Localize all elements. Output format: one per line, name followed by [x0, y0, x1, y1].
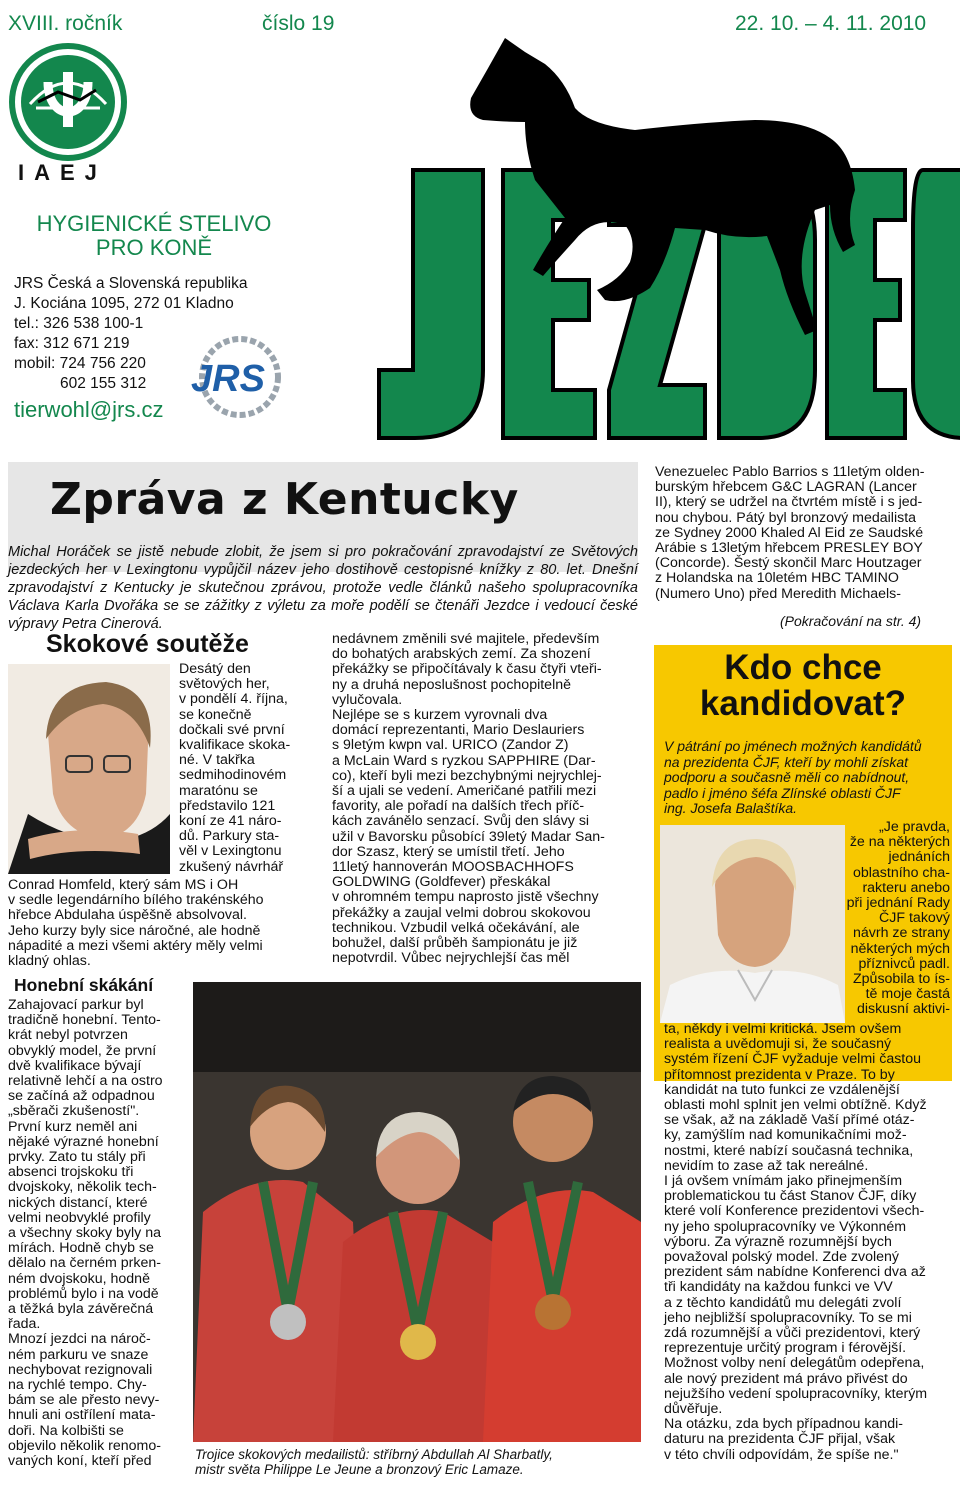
- ad-line: mobil: 724 756 220: [14, 355, 146, 372]
- jrs-logo: [185, 335, 285, 420]
- section-heading: Skokové soutěže: [46, 630, 249, 658]
- ad-title: HYGIENICKÉ STELIVO PRO KONĚ: [36, 211, 272, 260]
- article-lead: Michal Horáček se jistě nebude zlobit, že jsem si pro pokračování zpravodajství ze Světových jezdeckých her v Lexingtonu vypůjčil název jeho dostihově cestopisné knížky z 80. let. Dnešní zpravodajství z Kentucky je skutečnou zprávou, protože vedle článků našeho spolupracovníka Václava Karla Dvořáka se se zážitky z výletu za moře podělí se čtenáři Jezdce i vedoucí české výpravy Petra Cinerová.: [8, 544, 638, 632]
- issue-label: číslo 19: [262, 12, 335, 35]
- iaej-text: IAEJ: [18, 160, 107, 185]
- ad-line: JRS Česká a Slovenská republika: [14, 275, 248, 292]
- date-range: 22. 10. – 4. 11. 2010: [735, 12, 927, 35]
- photo-caption: Trojice skokových medailistů: stříbrný Abdullah Al Sharbatly, mistr světa Philippe Le Jeune a bronzový Eric Lamaze.: [195, 1447, 553, 1477]
- continued-note: (Pokračování na str. 4): [780, 613, 922, 629]
- medalists-photo: [193, 982, 641, 1442]
- sidebar-quote: ta, někdy i velmi kritická. Jsem ovšem realista a uvědomuji si, že současný systém řízení ČJF vyžaduje velmi častou přítomnost prezidenta v Praze. To by kandidát na tuto funkci ze vzdálenější oblasti mohl splnit jen velmi obtížně. Když se však, až na základě Vaší přímé otáz- ky, zamýšlím nad komunikačními mož- nostmi, které nabízí současná technika, nevidím to zase až tak nereálné. I já ovšem vnímám jako přinejmenším problematickou tu část Stanov ČJF, díky které volí Konference prezidentovi všech- ny jeho spolupracovníky ve Výkonném výboru. Za výrazně rozumnější bych považoval polský model. Zde zvolený prezident sám nabídne Konferenci dva až tři kandidáty na každou funkci ve VV a z těchto kandidátů mu delegáti zvolí jeho nejbližší spolupracovníky. To se mi zdá rozumnější a vůči prezidentovi, který reprezentuje určitý program i férovější. Možnost volby není delegátům odepřena, ale nový prezident má právo přivést do nejužšího vedení spolupracovníky, kterým důvěřuje. Na otázku, zda bych případnou kandi- daturu na prezidenta ČJF přijal, však v této chvíli odpovídám, že spíše ne.": [664, 1021, 928, 1463]
- sidebar-intro: V pátrání po jménech možných kandidátů na prezidenta ČJF, kteří by mohli získat podporu a současně měli co nabídnout, padlo i jméno šéfa Zlínské oblasti ČJF ing. Josefa Balaštíka.: [664, 738, 922, 817]
- portrait-photo: [8, 664, 170, 874]
- article-text: nedávnem změnili své majitele, především do bohatých arabských zemí. Za shození překážky se připočítávaly k času čtyři vteři- ny a druhá neposlušnost pochopitelně vylučovala. Nejlépe se s kurzem vyrovnali dva domácí reprezentanti, Mario Deslauriers s 9letým kwpn val. URICO (Zandor Z) a McLain Ward s ryzkou SAPPHIRE (Dar- co), kteří byli mezi bezchybnými nejrychlej- ší a ujali se vedení. Američané patřili mezi favority, ale pořadí na dalších třech příč- kách zavánělo senzací. Svůj den slávy si užil v Bavorsku působící 39letý Madar San- dor Szasz, který se umístil třetí. Jeho 11letý hannoverán MOOSBACHHOFS GOLDWING (Goldfever) přeskákal v ohromném tempu naprosto jistě všechny překážky a zaujal velmi dobrou skokovou technikou. Vzbudil velká očekávání, ale bohužel, další průběh šampionátu je již nepotvrdil. Vůbec nejrychlejší čas měl: [332, 631, 605, 967]
- ad-line: 602 155 312: [60, 375, 147, 392]
- svg-text:JRS: JRS: [191, 358, 265, 400]
- volume-label: XVIII. ročník: [8, 12, 123, 35]
- sidebar-title: Kdo chce kandidovat?: [699, 648, 907, 723]
- ad-line: J. Kociána 1095, 272 01 Kladno: [14, 295, 234, 312]
- iaej-logo: [8, 42, 128, 162]
- article-headline: Zpráva z Kentucky: [50, 474, 519, 525]
- article-text: Desátý den světových her, v pondělí 4. října, se konečně dočkali své první kvalifikace skoka- né. V takřka sedmihodinovém maratónu se představilo 121 koní ze 41 náro- dů. Parkury sta- věl v Lexingtonu zkušený návrhář: [179, 661, 291, 875]
- article-text: Conrad Homfeld, který sám MS i OH v sedle legendárního bílého trakénského hřebce Abdulaha úspěšně absolvoval. Jeho kurzy byly sice náročné, ale hodně nápadité a mezi všemi aktéry měly velmi kladný ohlas.: [8, 877, 264, 970]
- ad-email-link[interactable]: tierwohl@jrs.cz: [14, 397, 164, 422]
- section-heading: Honební skákání: [14, 975, 154, 995]
- ad-line: fax: 312 671 219: [14, 335, 130, 352]
- article-text: Venezuelec Pablo Barrios s 11letým olden- burským hřebcem G&C LAGRAN (Lancer II), který se udržel na čtvrtém místě i s jed- nou chybou. Pátý byl bronzový medailista ze Sydney 2000 Khaled Al Eid ze Saudské Arábie s 13letým hřebcem PRESLEY BOY (Concorde). Šestý skončil Marc Houtzager z Holandska na 10letém HBC TAMINO (Numero Uno) před Meredith Michaels-: [655, 464, 925, 602]
- masthead-logo: [375, 30, 960, 450]
- ad-line: tel.: 326 538 100-1: [14, 315, 144, 332]
- sidebar-quote: „Je pravda, že na některých jednáních oblastního cha- rakteru anebo při jednání Rady ČJF takový návrh ze strany některých mých příznivců padl. Způsobila to ís- tě moje častá diskusní aktivi-: [846, 819, 950, 1018]
- article-text: Zahajovací parkur byl tradičně honební. Tento- krát nebyl potvrzen obvyklý model, že první dvě kvalifikace bývají relativně lehčí a na ostro se začíná až odpadnou „sběrači zkušeností". První kurz neměl ani nějaké výrazné honební prvky. Zato tu stály při absenci trojskoku tři dvojskoky, několik tech- nických distancí, které velmi neobvyklé profily a všechny skoky byly na mírách. Hodně chyb se dělalo na černém prken- ném dvojskoku, hodně problémů bylo i na vodě a těžká byla závěrečná řada. Mnozí jezdci na nároč- ném parkuru ve snaze nechybovat rezignovali na rychlé tempo. Chy- bám se ale přesto nevy- hnuli ani ostřílení mata- doři. Na kolbišti se objevilo několik renomo- vaných koní, kteří před: [8, 997, 163, 1470]
